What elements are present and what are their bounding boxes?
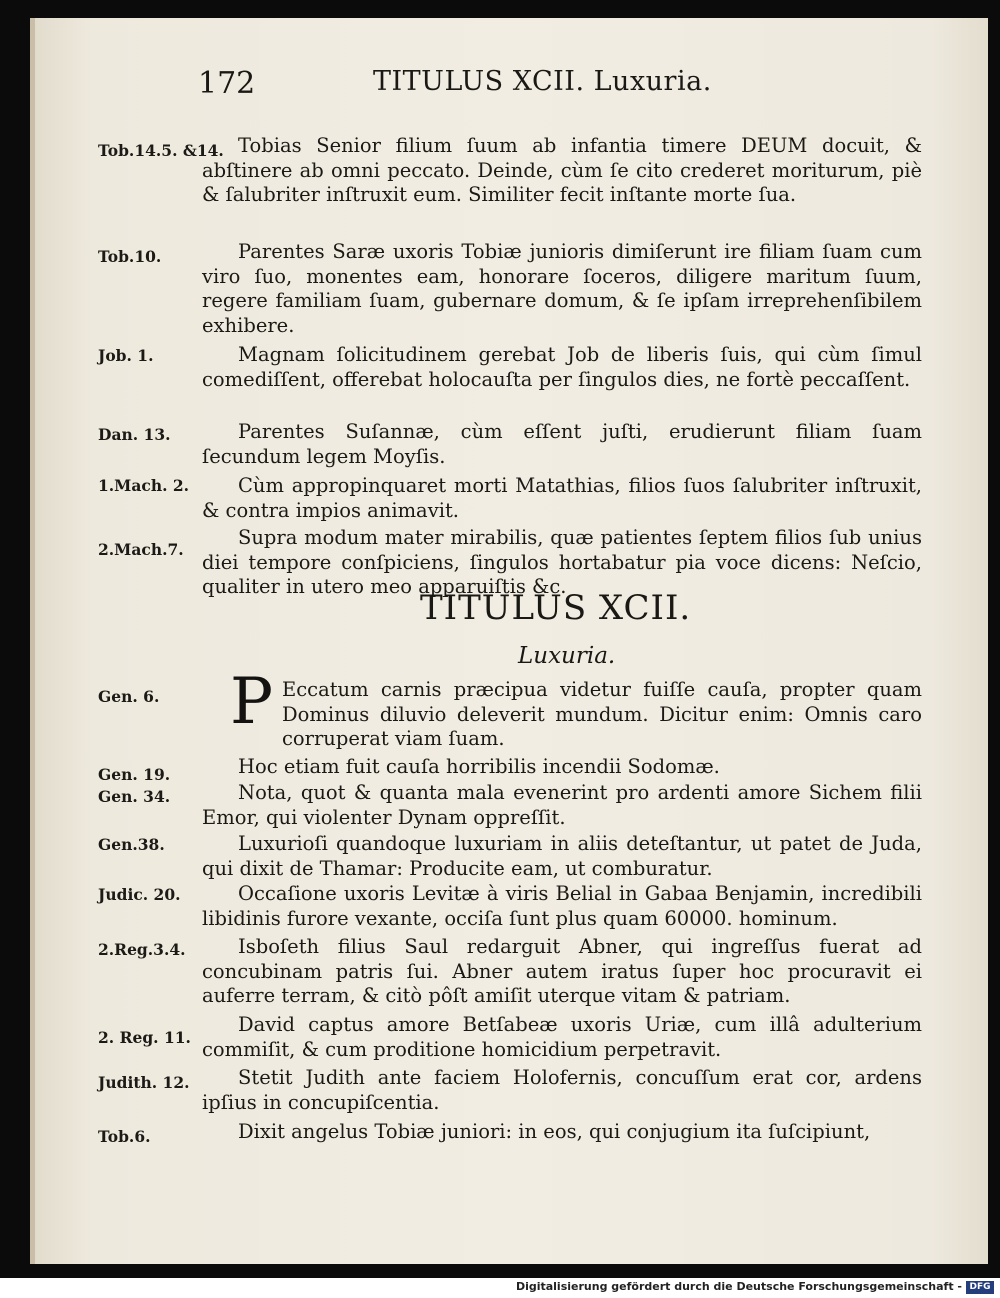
margin-reference: Job. 1. bbox=[98, 346, 154, 365]
paragraph: Cùm appropinquaret morti Matathias, filios ſuos ſalubriter inſtruxit, & contra impios animavit. bbox=[202, 474, 922, 522]
paragraph: Stetit Judith ante faciem Holofernis, concuſſum erat cor, ardens ipſius in concupiſcentia. bbox=[202, 1066, 922, 1114]
paragraph: Parentes Saræ uxoris Tobiæ junioris dimiſerunt ire filiam ſuam cum viro ſuo, monentes eam, honorare ſoceros, diligere maritum ſuum, regere familiam ſuam, gubernare domum, & ſe ipſam irreprehenſibilem exhibere. bbox=[202, 240, 922, 337]
margin-reference: Tob.6. bbox=[98, 1127, 151, 1146]
paragraph: Tobias Senior filium ſuum ab infantia timere DEUM docuit, & abſtinere ab omni peccato. Deinde, cùm ſe cito crederet moriturum, piè & ſalubriter inſtruxit eum. Similiter fecit inſtante morte ſua. bbox=[202, 134, 922, 207]
margin-reference: Gen. 19. bbox=[98, 765, 171, 784]
paragraph: Isboſeth filius Saul redarguit Abner, qui ingreſſus fuerat ad concubinam patris ſui. Abner autem iratus ſuper hoc procuravit ei auferre terram, & citò pôſt amiſit uterque vitam & patriam. bbox=[202, 935, 922, 1008]
margin-reference: Judic. 20. bbox=[98, 885, 181, 904]
margin-reference: 2. Reg. 11. bbox=[98, 1028, 191, 1047]
paragraph: Eccatum carnis præcipua videtur fuiſſe cauſa, propter quam Dominus diluvio deleverit mundum. Dicitur enim: Omnis caro corruperat viam ſuam. bbox=[282, 678, 922, 751]
paragraph: Hoc etiam fuit cauſa horribilis incendii Sodomæ. bbox=[238, 755, 720, 778]
margin-reference: Gen. 34. bbox=[98, 787, 171, 806]
margin-reference: Tob.10. bbox=[98, 247, 162, 266]
dfg-logo: DFG bbox=[966, 1281, 994, 1294]
digitization-footer bbox=[0, 1278, 1000, 1298]
paragraph: Magnam ſolicitudinem gerebat Job de liberis ſuis, qui cùm ſimul comediſſent, offerebat holocauſta per ſingulos dies, ne fortè peccaſſent. bbox=[202, 343, 922, 391]
paragraph: Nota, quot & quanta mala evenerint pro ardenti amore Sichem filii Emor, qui violenter Dynam oppreſſit. bbox=[202, 781, 922, 829]
paragraph: David captus amore Betſabeæ uxoris Uriæ, cum illâ adulterium commiſit, & cum proditione homicidium perpetravit. bbox=[202, 1013, 922, 1061]
margin-reference: Gen.38. bbox=[98, 835, 165, 854]
footer-credit: Digitalisierung gefördert durch die Deutsche Forschungsgemeinschaft - bbox=[515, 1280, 962, 1293]
margin-reference: Dan. 13. bbox=[98, 425, 171, 444]
margin-reference: Judith. 12. bbox=[98, 1073, 190, 1092]
running-header bbox=[198, 66, 718, 106]
margin-reference: 2.Mach.7. bbox=[98, 540, 184, 559]
paragraph: Supra modum mater mirabilis, quæ patientes ſeptem filios ſub unius diei tempore conſpiciens, ſingulos hortabatur pia voce dicens: Neſcio, qualiter in utero meo apparuiſtis &c. bbox=[202, 526, 922, 599]
margin-reference: Tob.14.5. &14. bbox=[98, 141, 224, 160]
paragraph: Dixit angelus Tobiæ juniori: in eos, qui conjugium ita ſuſcipiunt, bbox=[238, 1120, 871, 1143]
margin-reference: 2.Reg.3.4. bbox=[98, 940, 186, 959]
paragraph: Parentes Suſannæ, cùm eſſent juſti, erudierunt filiam ſuam ſecundum legem Moyſis. bbox=[202, 420, 922, 468]
section-subtitle: Luxuria. bbox=[518, 643, 616, 669]
section-title: TITULUS XCII. bbox=[420, 588, 692, 628]
margin-reference: Gen. 6. bbox=[98, 687, 160, 706]
drop-cap: P bbox=[230, 665, 274, 739]
page-number: 172 bbox=[198, 66, 256, 101]
paragraph: Occaſione uxoris Levitæ à viris Belial in Gabaa Benjamin, incredibili libidinis furore vexante, occiſa ſunt plus quam 60000. hominum. bbox=[202, 882, 922, 930]
running-title: TITULUS XCII. Luxuria. bbox=[373, 66, 712, 97]
margin-reference: 1.Mach. 2. bbox=[98, 476, 190, 495]
paragraph: Luxurioſi quandoque luxuriam in aliis deteſtantur, ut patet de Juda, qui dixit de Thamar: Producite eam, ut comburatur. bbox=[202, 832, 922, 880]
